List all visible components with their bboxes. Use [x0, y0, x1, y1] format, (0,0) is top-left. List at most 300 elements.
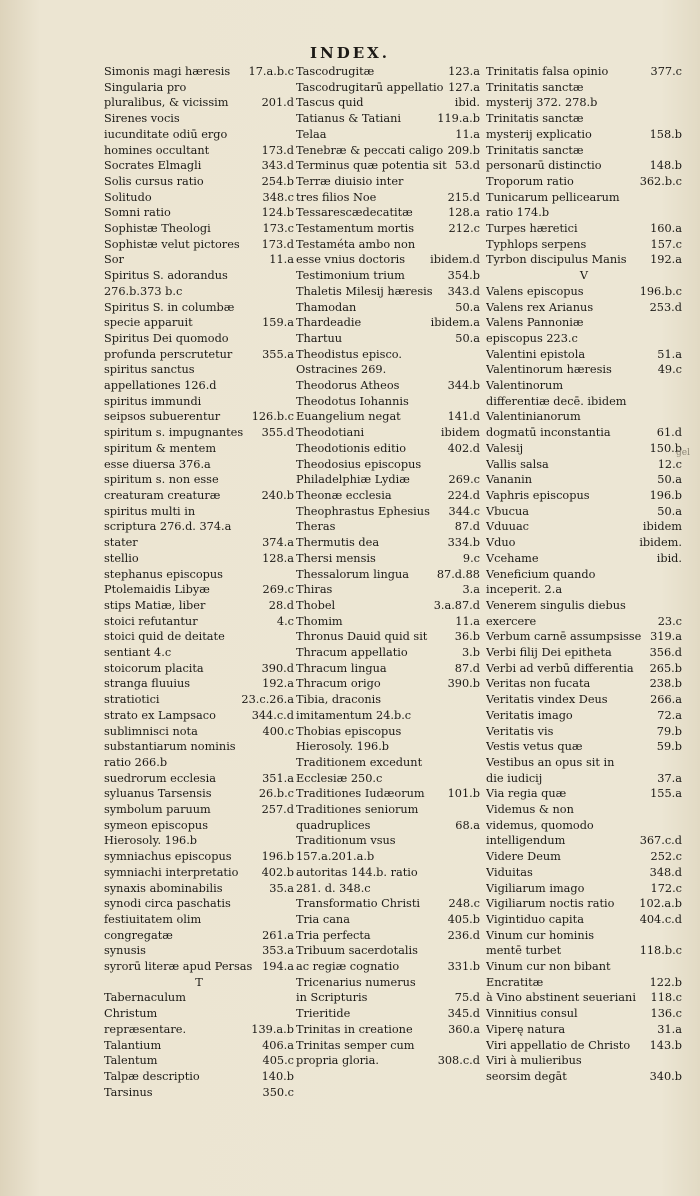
entry-term: Troporum ratio	[486, 174, 574, 188]
entry-term: Tascus quid	[296, 96, 364, 110]
entry-term: Thermutis dea	[296, 536, 380, 550]
index-entry	[486, 676, 682, 692]
index-entry	[296, 457, 480, 488]
entry-term: Tarsinus	[104, 1085, 153, 1099]
index-entry	[296, 158, 480, 174]
entry-reference: 87.d	[454, 661, 480, 675]
entry-term: Tabernaculum Christum repræsentare.	[104, 991, 187, 1036]
entry-reference: 160.a	[650, 222, 682, 236]
entry-reference: 390.b	[447, 677, 480, 691]
index-entry	[296, 519, 480, 535]
entry-term: Verbi filij Dei epitheta	[486, 646, 612, 660]
entry-term: Turpes hæretici	[486, 222, 578, 236]
index-entry	[486, 708, 682, 724]
entry-reference: 360.a	[448, 1022, 480, 1036]
entry-reference: 209.b	[447, 143, 480, 157]
index-entry	[104, 1053, 294, 1069]
index-entry	[296, 661, 480, 677]
entry-term: Trinitas in creatione	[296, 1022, 413, 1036]
entry-term: Thobel	[296, 598, 336, 612]
index-entry	[296, 629, 480, 645]
index-entry	[486, 598, 682, 629]
entry-reference: 128.a	[448, 206, 480, 220]
entry-reference: 139.a.b	[251, 1022, 294, 1036]
entry-term: Vallis salsa	[486, 457, 549, 471]
index-entry	[104, 268, 294, 299]
entry-reference: 51.a	[657, 347, 682, 361]
entry-term: Theodotus Iohannis Euangelium negat	[296, 394, 409, 424]
index-entry	[104, 567, 294, 598]
index-entry	[486, 928, 682, 959]
entry-term: T	[195, 975, 203, 989]
entry-term: Sor	[104, 253, 124, 267]
entry-term: stips Matiæ, liber	[104, 598, 206, 612]
index-entry	[104, 724, 294, 740]
entry-term: sublimnisci nota	[104, 724, 198, 738]
entry-reference: 402.b	[261, 865, 294, 879]
entry-reference: 192.a	[262, 677, 294, 691]
entry-term: Valentinianorum dogmatū inconstantia	[486, 410, 611, 440]
entry-term: Somni ratio	[104, 206, 171, 220]
index-entry	[104, 472, 294, 503]
entry-term: Theodosius episcopus Philadelphiæ Lydiæ	[296, 457, 422, 487]
index-entry	[296, 582, 480, 598]
index-entry	[486, 80, 682, 111]
entry-term: Sophistæ velut pictores	[104, 237, 240, 251]
entry-reference: 269.c	[262, 583, 294, 597]
entry-reference: 362.b.c	[639, 174, 682, 188]
entry-term: Vinum cur hominis mentē turbet	[486, 928, 595, 958]
index-entry	[486, 896, 682, 912]
entry-reference: 374.a	[262, 536, 294, 550]
entry-term: Viduitas	[486, 865, 533, 879]
entry-reference: 201.d	[261, 96, 294, 110]
index-entry	[296, 833, 480, 896]
index-entry	[296, 551, 480, 567]
index-entry	[296, 127, 480, 143]
entry-reference: 224.d	[447, 488, 480, 502]
entry-reference: 345.d	[447, 1007, 480, 1021]
entry-reference: 390.d	[261, 661, 294, 675]
index-entry	[486, 143, 682, 174]
entry-term: syluanus Tarsensis	[104, 787, 212, 801]
entry-term: symeon episcopus Hierosoly. 196.b	[104, 818, 209, 848]
entry-term: Vbucua	[486, 504, 530, 518]
entry-reference: 344.b	[447, 379, 480, 393]
entry-term: Thaletis Milesij hæresis	[296, 284, 433, 298]
entry-reference: 356.d	[649, 646, 682, 660]
entry-term: Veritas non fucata	[486, 677, 591, 691]
entry-reference: 155.a	[650, 787, 682, 801]
index-entry	[486, 378, 682, 409]
entry-reference: 118.c	[650, 991, 682, 1005]
entry-term: Veritatis vis	[486, 724, 554, 738]
index-entry	[486, 190, 682, 221]
index-entry	[486, 237, 682, 253]
entry-term: Theodotionis editio	[296, 441, 407, 455]
index-entry	[104, 158, 294, 174]
entry-reference: 194.a	[262, 960, 294, 974]
entry-term: Veritatis vindex Deus	[486, 693, 608, 707]
index-entry	[104, 331, 294, 362]
entry-term: Thersi mensis	[296, 551, 376, 565]
entry-reference: 367.c.d	[639, 834, 682, 848]
entry-reference: 265.b	[649, 661, 682, 675]
entry-reference: 355.a	[262, 347, 294, 361]
entry-reference: 124.b	[261, 206, 294, 220]
index-entry	[486, 284, 682, 300]
index-entry	[486, 409, 682, 440]
entry-term: Venerem singulis diebus exercere	[486, 598, 626, 628]
entry-reference: 266.a	[650, 693, 682, 707]
entry-reference: 240.b	[261, 488, 294, 502]
index-entry	[104, 661, 294, 677]
entry-term: Thronus Dauid quid sit	[296, 630, 428, 644]
section-letter	[104, 975, 294, 991]
entry-term: Traditionem excedunt Ecclesiæ 250.c	[296, 755, 423, 785]
index-entry	[104, 598, 294, 614]
entry-reference: ibidem.	[639, 536, 682, 550]
index-entry	[296, 896, 480, 912]
entry-term: synusis	[104, 944, 146, 958]
entry-reference: 261.a	[262, 928, 294, 942]
index-entry	[486, 1006, 682, 1022]
entry-reference: 405.c	[262, 1054, 294, 1068]
index-entry	[104, 300, 294, 331]
entry-reference: 253.d	[649, 300, 682, 314]
section-letter	[486, 268, 682, 284]
entry-term: stoici quid de deitate sentiant 4.c	[104, 630, 225, 660]
index-entry	[486, 1022, 682, 1038]
entry-term: Spiritus Dei quomodo profunda perscrutetur	[104, 331, 233, 361]
index-entry	[486, 535, 682, 551]
index-entry	[296, 95, 480, 111]
index-entry	[486, 802, 682, 849]
entry-term: Tyrbon discipulus Manis	[486, 253, 627, 267]
index-entry	[486, 300, 682, 316]
entry-reference: ibidem.a	[430, 316, 480, 330]
entry-reference: 101.b	[447, 787, 480, 801]
index-entry	[104, 865, 294, 881]
index-entry	[296, 535, 480, 551]
index-entry	[486, 692, 682, 708]
entry-term: Talantium	[104, 1038, 162, 1052]
index-entry	[486, 629, 682, 645]
entry-term: Vigiliarum imago	[486, 881, 585, 895]
index-entry	[104, 64, 294, 80]
index-entry	[486, 724, 682, 740]
entry-term: Thessalorum lingua	[296, 567, 409, 581]
index-entry	[104, 943, 294, 959]
entry-term: Thracum appellatio	[296, 646, 408, 660]
entry-term: Telaa	[296, 127, 327, 141]
entry-term: Thobias episcopus Hierosoly. 196.b	[296, 724, 402, 754]
index-entry	[296, 143, 480, 159]
entry-reference: 17.a.b.c	[248, 65, 294, 78]
entry-term: Viri à mulieribus seorsim degāt	[486, 1054, 582, 1083]
index-entry	[486, 347, 682, 363]
entry-reference: 143.b	[649, 1038, 682, 1052]
entry-reference: 35.a	[269, 881, 294, 895]
entry-reference: 159.a	[262, 316, 294, 330]
entry-reference: 212.c	[448, 222, 480, 236]
entry-reference: 343.d	[261, 159, 294, 173]
index-entry	[296, 300, 480, 316]
page-header: INDEX.	[309, 44, 391, 62]
entry-term: Verbum carnē assumpsisse	[486, 630, 642, 644]
entry-reference: 23.c.26.a	[241, 693, 294, 707]
index-entry	[296, 692, 480, 723]
entry-term: Thardeadie	[296, 316, 362, 330]
entry-term: syrorū literæ apud Persas	[104, 960, 253, 974]
entry-term: stater	[104, 536, 138, 550]
entry-term: Testaméta ambo non esse vnius doctoris	[296, 237, 416, 267]
entry-term: stoicorum placita	[104, 661, 204, 675]
entry-term: Trieritide	[296, 1007, 351, 1021]
entry-term: Traditionum vsus 157.a.201.a.b autoritas 144.b. ratio 281. d. 348.c	[296, 834, 418, 895]
index-entry	[486, 457, 682, 473]
entry-reference: 158.b	[649, 127, 682, 141]
index-entry	[104, 896, 294, 943]
index-entry	[296, 441, 480, 457]
entry-reference: ibid.	[656, 551, 682, 565]
entry-reference: 248.c	[448, 897, 480, 911]
index-entry	[486, 111, 682, 142]
entry-reference: 377.c	[650, 65, 682, 78]
entry-term: Viperę natura	[486, 1022, 566, 1036]
entry-reference: 400.c	[262, 724, 294, 738]
entry-reference: 11.a	[455, 614, 480, 628]
index-entry	[296, 786, 480, 802]
entry-term: spiritus immundi seipsos subuerentur	[104, 394, 221, 424]
entry-term: symniachi interpretatio	[104, 865, 239, 879]
entry-reference: 308.c.d	[437, 1054, 480, 1068]
index-entry	[296, 221, 480, 237]
entry-reference: 122.b	[649, 975, 682, 989]
index-entry	[104, 80, 294, 111]
entry-term: Thamodan	[296, 300, 357, 314]
index-entry	[296, 174, 480, 205]
entry-reference: 72.a	[657, 708, 682, 722]
index-entry	[486, 519, 682, 535]
entry-reference: 355.d	[261, 426, 294, 440]
index-entry	[104, 818, 294, 849]
entry-reference: 140.b	[261, 1070, 294, 1083]
entry-term: Transformatio Christi	[296, 897, 421, 911]
entry-reference: 3.b	[461, 646, 480, 660]
entry-reference: 141.d	[447, 410, 480, 424]
entry-reference: 340.b	[649, 1070, 682, 1083]
entry-term: Videmus & non videmus, quomodo intelligendum	[486, 803, 594, 848]
entry-term: substantiarum nominis ratio 266.b	[104, 740, 236, 769]
index-entry	[486, 362, 682, 378]
entry-term: Spiritus S. in columbæ specie apparuit	[104, 300, 235, 330]
entry-term: Vestis vetus quæ	[486, 740, 583, 754]
entry-reference: 254.b	[261, 174, 294, 188]
entry-reference: ibid.	[454, 96, 480, 110]
entry-term: Theodorus Atheos	[296, 379, 400, 393]
index-entry	[104, 551, 294, 567]
entry-term: à Vino abstinent seueriani	[486, 991, 636, 1005]
entry-reference: 102.a.b	[639, 897, 682, 911]
entry-term: Vinnitius consul	[486, 1007, 578, 1021]
entry-reference: 9.c	[462, 551, 480, 565]
entry-reference: 157.c	[650, 237, 682, 251]
entry-term: stoici refutantur	[104, 614, 198, 628]
entry-term: Theonæ ecclesia	[296, 488, 392, 502]
index-entry	[296, 488, 480, 504]
entry-reference: 343.d	[447, 284, 480, 298]
entry-reference: ibidem	[440, 426, 480, 440]
index-entry	[296, 80, 480, 96]
entry-reference: 75.d	[454, 991, 480, 1005]
entry-reference: 404.c.d	[639, 912, 682, 926]
entry-reference: 26.b.c	[258, 787, 294, 801]
entry-term: Vaphris episcopus	[486, 488, 590, 502]
entry-term: stephanus episcopus Ptolemaidis Libyæ	[104, 567, 223, 597]
index-entry	[104, 692, 294, 708]
entry-reference: 87.d	[454, 520, 480, 534]
entry-term: Spiritus S. adorandus 276.b.373 b.c	[104, 269, 228, 298]
index-entry	[296, 504, 480, 520]
index-entry	[104, 849, 294, 865]
entry-reference: 3.a	[462, 583, 480, 597]
index-entry	[104, 237, 294, 253]
entry-reference: ibidem	[642, 520, 682, 534]
entry-reference: 127.a	[448, 80, 480, 94]
entry-reference: 79.b	[656, 724, 682, 738]
index-entry	[486, 567, 682, 598]
entry-term: Solitudo	[104, 190, 152, 204]
entry-reference: 123.a	[448, 65, 480, 78]
entry-term: Talpæ descriptio	[104, 1070, 200, 1083]
entry-reference: 348.c	[262, 190, 294, 204]
entry-term: Tribuum sacerdotalis ac regiæ cognatio	[296, 944, 418, 974]
entry-reference: 344.c	[448, 504, 480, 518]
entry-reference: 36.b	[454, 630, 480, 644]
index-entry	[486, 221, 682, 237]
entry-term: symniachus episcopus	[104, 850, 232, 864]
index-entry	[486, 739, 682, 755]
entry-reference: 196.b.c	[639, 284, 682, 298]
entry-reference: ibidem.d	[430, 253, 480, 267]
entry-term: Vcehame	[486, 551, 539, 565]
entry-term: synodi circa paschatis festiuitatem olim congregatæ	[104, 897, 231, 942]
entry-term: Sophistæ Theologi	[104, 222, 211, 236]
entry-reference: 87.d.88	[436, 567, 480, 581]
index-entry	[104, 205, 294, 221]
index-entry	[486, 1053, 682, 1084]
entry-reference: 402.d	[447, 441, 480, 455]
entry-term: Sirenes vocis iucunditate odiū ergo homines occultant	[104, 112, 228, 157]
entry-term: Terræ diuisio inter tres filios Noe	[296, 174, 404, 204]
entry-reference: 61.d	[656, 426, 682, 440]
entry-term: Solis cursus ratio	[104, 174, 204, 188]
entry-reference: 354.b	[447, 269, 480, 283]
entry-term: Socrates Elmagli	[104, 159, 202, 173]
entry-term: symbolum paruum	[104, 803, 211, 817]
entry-term: Tatianus & Tatiani	[296, 112, 402, 126]
index-entry	[296, 1022, 480, 1038]
index-entry	[296, 315, 480, 331]
index-entry	[296, 331, 480, 347]
entry-term: Theras	[296, 520, 336, 534]
entry-reference: 172.c	[650, 881, 682, 895]
index-entry	[104, 221, 294, 237]
entry-term: Verbi ad verbū differentia	[486, 661, 634, 675]
entry-reference: 50.a	[455, 300, 480, 314]
index-entry	[296, 378, 480, 394]
entry-reference: 50.a	[455, 331, 480, 345]
entry-term: Testimonium trium	[296, 269, 405, 283]
entry-term: Theodistus episco. Ostracines 269.	[296, 347, 402, 377]
index-entry	[296, 975, 480, 1006]
entry-term: Tunicarum pellicearum ratio 174.b	[486, 190, 620, 220]
entry-term: Veneficium quando inceperit. 2.a	[486, 567, 596, 597]
entry-term: V	[579, 269, 589, 283]
index-entry	[486, 504, 682, 520]
entry-reference: 148.b	[649, 159, 682, 173]
entry-reference: 49.c	[657, 363, 682, 377]
entry-reference: 28.d	[268, 598, 294, 612]
entry-term: stranga fluuius	[104, 677, 191, 691]
entry-term: Valentini epistola	[486, 347, 586, 361]
index-entry	[104, 425, 294, 441]
entry-term: Trinitatis falsa opinio	[486, 65, 609, 78]
index-entry	[104, 881, 294, 897]
entry-term: Vananin	[486, 473, 533, 487]
entry-term: Vigiliarum noctis ratio	[486, 897, 615, 911]
entry-term: Valens episcopus	[486, 284, 584, 298]
index-entry	[104, 441, 294, 472]
margin-note: gel	[676, 448, 690, 458]
entry-reference: 196.b	[261, 850, 294, 864]
entry-term: Trinitatis sanctæ mysterij explicatio	[486, 112, 592, 141]
index-entry	[296, 205, 480, 221]
entry-reference: 150.b	[649, 441, 682, 455]
entry-term: spiritum & mentem esse diuersa 376.a	[104, 441, 217, 471]
entry-reference: 3.a.87.d	[433, 598, 480, 612]
entry-term: Videre Deum	[486, 850, 561, 864]
entry-term: Trinitatis sanctæ personarū distinctio	[486, 143, 602, 173]
index-entry	[296, 111, 480, 127]
index-entry	[104, 1069, 294, 1085]
entry-reference: 12.c	[657, 457, 682, 471]
index-entry	[486, 912, 682, 928]
index-entry	[104, 190, 294, 206]
entry-reference: 196.b	[649, 488, 682, 502]
entry-reference: 257.d	[261, 803, 294, 817]
entry-reference: 173.c	[262, 222, 294, 236]
entry-reference: 119.a.b	[437, 112, 480, 126]
index-entry	[296, 614, 480, 630]
entry-reference: 238.b	[649, 677, 682, 691]
index-entry	[296, 1038, 480, 1069]
entry-reference: 4.c	[276, 614, 294, 628]
entry-reference: 334.b	[447, 536, 480, 550]
entry-term: Thracum lingua	[296, 661, 387, 675]
entry-term: spiritum s. impugnantes	[104, 426, 244, 440]
index-entry	[104, 1085, 294, 1101]
index-entry	[486, 786, 682, 802]
index-entry	[296, 928, 480, 944]
entry-term: Talentum	[104, 1054, 158, 1068]
entry-term: Traditiones seniorum quadruplices	[296, 803, 419, 832]
entry-term: Valesij	[486, 441, 524, 455]
entry-term: Traditiones Iudæorum	[296, 787, 425, 801]
entry-term: Tria cana	[296, 912, 350, 926]
entry-term: spiritum s. non esse creaturam creaturæ	[104, 473, 221, 502]
